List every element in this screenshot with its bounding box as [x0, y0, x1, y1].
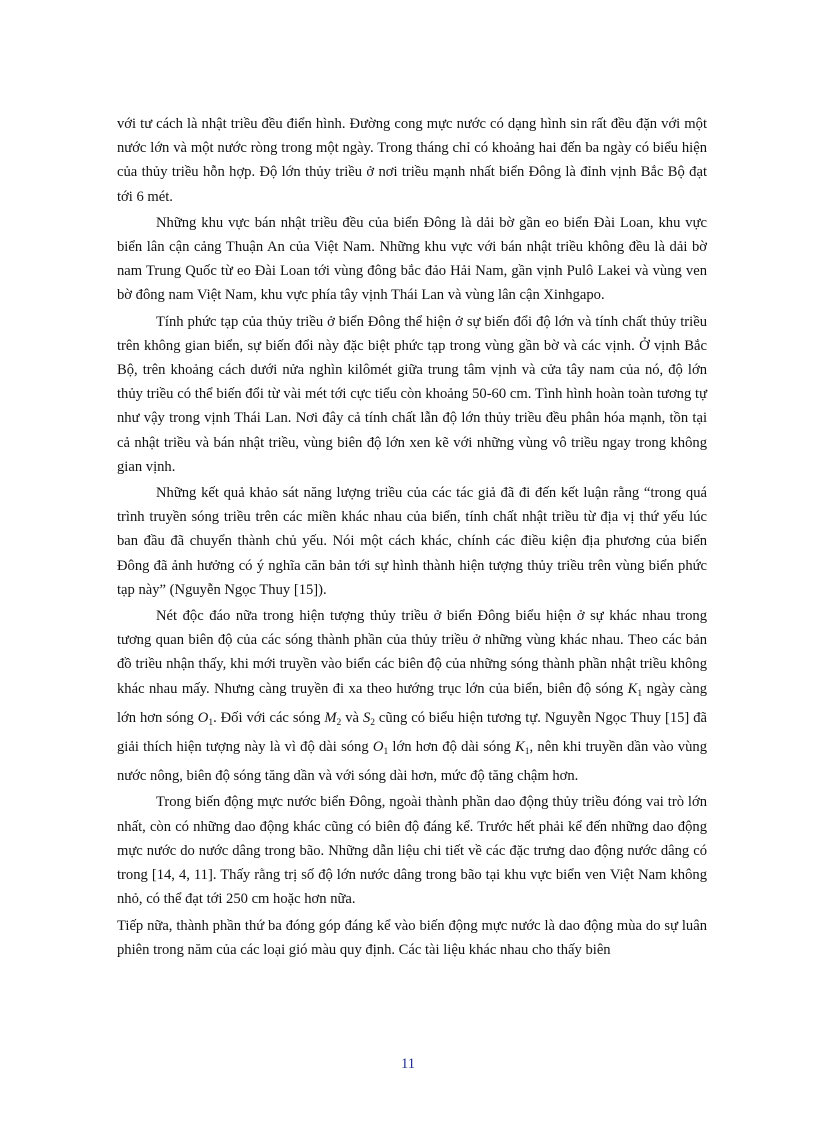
paragraph-6: Trong biến động mực nước biển Đông, ngoài thành phần dao động thủy triều đóng vai trò lớn nhất, còn có những dao động khác cũng có biên độ đáng kể. Trước hết phải kể đến những dao động mực nước do nước dâng trong bão. Những dẫn liệu chi tiết về các đặc trưng dao động nước dâng có trong [14, 4, 11]. Thấy rằng trị số độ lớn nước dâng trong bão tại khu vực biển ven Việt Nam không nhỏ, có thể đạt tới 250 cm hoặc hơn nữa.: [117, 794, 707, 908]
paragraph-2: Những khu vực bán nhật triều đều của biển Đông là dải bờ gần eo biển Đài Loan, khu vực biển lân cận cảng Thuận An của Việt Nam. Những khu vực với bán nhật triều không đều là dải bờ nam Trung Quốc từ eo Đài Loan tới vùng đông bắc đảo Hải Nam, gần vịnh Pulô Lakei và vùng ven bờ đông nam Việt Nam, khu vực phía tây vịnh Thái Lan và vùng lân cận Xinhgapo.: [117, 214, 707, 304]
paragraph-3: Tính phức tạp của thủy triều ở biển Đông thể hiện ở sự biến đổi độ lớn và tính chất thủy triều trên không gian biển, sự biến đổi này đặc biệt phức tạp trong vùng gần bờ và các vịnh. Ở vịnh Bắc Bộ, trên khoảng cách dưới nửa nghìn kilômét giữa trung tâm vịnh và cửa tây nam của nó, độ lớn thủy triều có thể biến đổi từ vài mét tới cực tiểu còn khoảng 50-60 cm. Tình hình hoàn toàn tương tự như vậy trong vịnh Thái Lan. Nơi đây cả tính chất lẫn độ lớn thủy triều đều phân hóa mạnh, tồn tại cả nhật triều và bán nhật triều, vùng biên độ lớn xen kẽ với những vùng vô triều ngay trong không gian vịnh.: [117, 313, 707, 475]
paragraph-7: Tiếp nữa, thành phần thứ ba đóng góp đáng kể vào biến động mực nước là dao động mùa do sự luân phiên trong năm của các loại gió màu quy định. Các tài liệu khác nhau cho thấy biên: [117, 917, 707, 958]
page-number: 11: [400, 1056, 416, 1072]
paragraph-5-text-5: cũng có biểu hiện tương tự. Nguyễn Ngọc Thuy [15] đã giải thích hiện tượng này là vì độ dài sóng: [117, 709, 708, 756]
paragraph-5: [117, 604, 707, 788]
wave-s2-symbol: $S_2$: [362, 709, 375, 728]
wave-m2-symbol: $M_2$: [324, 709, 342, 728]
wave-k1-symbol: $K_1$: [627, 680, 643, 699]
paragraph-4: Những kết quả khảo sát năng lượng triều của các tác giả đã đi đến kết luận rằng “trong quá trình truyền sóng triều trên các miền khác nhau của biển, tính chất nhật triều từ địa vị thứ yếu lúc ban đầu đã chuyển thành chủ yếu. Nói một cách khác, chính các điều kiện địa phương của biển Đông đã ảnh hưởng có ý nghĩa căn bản tới sự hình thành hiện tượng thủy triều trên vùng biển phức tạp này” (Nguyễn Ngọc Thuy [15]).: [117, 485, 707, 598]
paragraph-5-text-2: ngày càng lớn hơn sóng: [117, 680, 708, 726]
paragraph-5-text-7: , nên khi truyền dần vào vùng nước nông, biên độ sóng tăng dần và với sóng dài hơn, mức độ tăng chậm hơn.: [117, 739, 707, 785]
paragraph-5-text-6: lớn hơn độ dài sóng: [388, 739, 516, 756]
paragraph-5-text-4: và: [341, 709, 363, 726]
wave-o1-symbol-2: $O_1$: [372, 739, 389, 758]
paragraph-1: với tư cách là nhật triều đều điển hình. Đường cong mực nước có dạng hình sin rất đều đặn với một nước lớn và một nước ròng trong một ngày. Trong tháng chỉ có khoảng hai đến ba ngày có biểu hiện của thủy triều hỗn hợp. Độ lớn thủy triều ở nơi triều mạnh nhất biển Đông là đỉnh vịnh Bắc Bộ đạt tới 6 mét.: [117, 116, 707, 205]
document-body: [117, 112, 707, 964]
paragraph-5-text-3: . Đối với các sóng: [213, 709, 325, 726]
wave-o1-symbol: $O_1$: [197, 709, 214, 728]
paragraph-5-text-1: Nét độc đáo nữa trong hiện tượng thủy triều ở biển Đông biểu hiện ở sự khác nhau trong tương quan biên độ của các sóng thành phần của thủy triều ở những vùng khác nhau. Theo các bản đồ triều nhận thấy, khi mới truyền vào biển các biên độ của những sóng thành phần nhật triều không khác nhau mấy. Nhưng càng truyền đi xa theo hướng trục lớn của biển, biên độ sóng: [117, 608, 707, 697]
wave-k1-symbol-2: $K_1$: [515, 739, 530, 758]
